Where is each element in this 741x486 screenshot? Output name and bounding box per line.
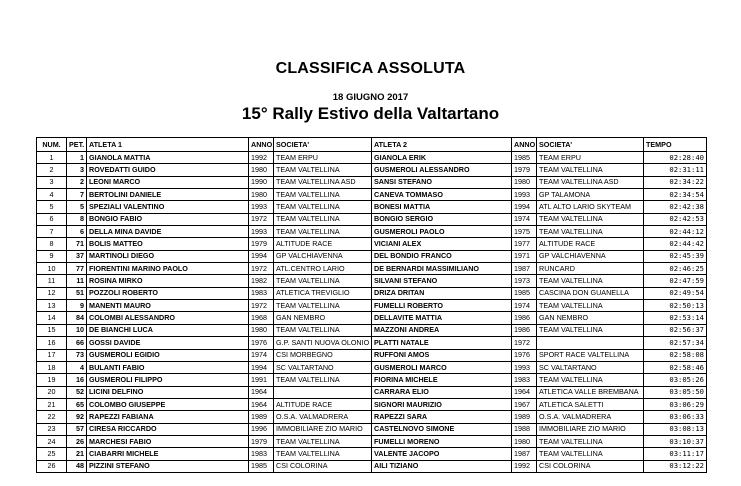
year-2-cell: 1986 <box>512 312 537 324</box>
bib-cell: 16 <box>67 374 87 386</box>
bib-cell: 8 <box>67 213 87 225</box>
table-row <box>37 213 707 225</box>
place-cell: 15 <box>37 324 67 336</box>
society-1-cell: O.S.A. VALMADRERA <box>274 411 372 423</box>
athlete-2-cell: FUMELLI MORENO <box>372 435 512 447</box>
bib-cell: 73 <box>67 349 87 361</box>
society-2-cell: TEAM VALTELLINA <box>537 324 644 336</box>
bib-cell: 7 <box>67 189 87 201</box>
society-2-cell: SPORT RACE VALTELLINA <box>537 349 644 361</box>
athlete-2-cell: SIGNORI MAURIZIO <box>372 398 512 410</box>
year-1-cell: 1996 <box>249 423 274 435</box>
athlete-2-cell: GUSMEROLI MARCO <box>372 361 512 373</box>
athlete-1-cell: BOLIS MATTEO <box>87 238 249 250</box>
society-1-cell: SC VALTARTANO <box>274 361 372 373</box>
col-society-2-header: SOCIETA' <box>537 138 644 152</box>
athlete-1-cell: FIORENTINI MARINO PAOLO <box>87 263 249 275</box>
year-1-cell: 1994 <box>249 250 274 262</box>
society-1-cell: TEAM VALTELLINA <box>274 275 372 287</box>
athlete-1-cell: MARTINOLI DIEGO <box>87 250 249 262</box>
athlete-2-cell: AILI TIZIANO <box>372 460 512 472</box>
athlete-1-cell: RAPEZZI FABIANA <box>87 411 249 423</box>
year-2-cell: 1977 <box>512 238 537 250</box>
society-1-cell: TEAM VALTELLINA <box>274 374 372 386</box>
athlete-2-cell: CASTELNOVO SIMONE <box>372 423 512 435</box>
place-cell: 1 <box>37 152 67 164</box>
bib-cell: 66 <box>67 337 87 349</box>
athlete-2-cell: DE BERNARDI MASSIMILIANO <box>372 263 512 275</box>
society-2-cell <box>537 337 644 349</box>
year-1-cell: 1983 <box>249 448 274 460</box>
society-1-cell: TEAM VALTELLINA <box>274 324 372 336</box>
col-athlete-1-header: ATLETA 1 <box>87 138 249 152</box>
society-1-cell: TEAM VALTELLINA <box>274 164 372 176</box>
time-cell: 03:06:33 <box>644 411 707 423</box>
year-2-cell: 1964 <box>512 386 537 398</box>
col-time-header: TEMPO <box>644 138 707 152</box>
year-1-cell: 1990 <box>249 176 274 188</box>
society-1-cell: CSI MORBEGNO <box>274 349 372 361</box>
place-cell: 24 <box>37 435 67 447</box>
bib-cell: 84 <box>67 312 87 324</box>
athlete-1-cell: COLOMBI ALESSANDRO <box>87 312 249 324</box>
society-2-cell: GAN NEMBRO <box>537 312 644 324</box>
athlete-2-cell: CARRARA ELIO <box>372 386 512 398</box>
athlete-1-cell: GUSMEROLI EGIDIO <box>87 349 249 361</box>
society-1-cell: TEAM VALTELLINA <box>274 226 372 238</box>
year-2-cell: 1974 <box>512 213 537 225</box>
col-pet-header: PET. <box>67 138 87 152</box>
time-cell: 03:12:22 <box>644 460 707 472</box>
table-row <box>37 238 707 250</box>
bib-cell: 5 <box>67 201 87 213</box>
society-1-cell: TEAM ERPU <box>274 152 372 164</box>
time-cell: 03:08:13 <box>644 423 707 435</box>
bib-cell: 71 <box>67 238 87 250</box>
col-year-1-header: ANNO <box>249 138 274 152</box>
time-cell: 02:50:13 <box>644 300 707 312</box>
event-date: 18 GIUGNO 2017 <box>332 92 409 103</box>
time-cell: 02:46:25 <box>644 263 707 275</box>
table-row <box>37 164 707 176</box>
year-2-cell: 1986 <box>512 324 537 336</box>
place-cell: 19 <box>37 374 67 386</box>
col-year-2-header: ANNO <box>512 138 537 152</box>
col-num-header: NUM. <box>37 138 67 152</box>
society-2-cell: ATLETICA SALETTI <box>537 398 644 410</box>
event-title: 15° Rally Estivo della Valtartano <box>241 104 500 123</box>
society-2-cell: TEAM VALTELLINA <box>537 448 644 460</box>
time-cell: 03:11:17 <box>644 448 707 460</box>
year-2-cell: 1976 <box>512 349 537 361</box>
society-2-cell: SC VALTARTANO <box>537 361 644 373</box>
athlete-2-cell: RUFFONI AMOS <box>372 349 512 361</box>
place-cell: 17 <box>37 349 67 361</box>
year-1-cell: 1989 <box>249 411 274 423</box>
society-2-cell: TEAM ERPU <box>537 152 644 164</box>
athlete-2-cell: BONGIO SERGIO <box>372 213 512 225</box>
society-2-cell: CASCINA DON GUANELLA <box>537 287 644 299</box>
society-1-cell: ALTITUDE RACE <box>274 238 372 250</box>
time-cell: 02:28:40 <box>644 152 707 164</box>
society-1-cell: TEAM VALTELLINA <box>274 189 372 201</box>
athlete-2-cell: RAPEZZI SARA <box>372 411 512 423</box>
year-1-cell: 1974 <box>249 349 274 361</box>
table-row <box>37 324 707 336</box>
year-2-cell: 1971 <box>512 250 537 262</box>
athlete-1-cell: ROVEDATTI GUIDO <box>87 164 249 176</box>
year-2-cell: 1987 <box>512 263 537 275</box>
athlete-2-cell: SANSI STEFANO <box>372 176 512 188</box>
place-cell: 12 <box>37 287 67 299</box>
year-1-cell: 1983 <box>249 287 274 299</box>
place-cell: 21 <box>37 398 67 410</box>
bib-cell: 10 <box>67 324 87 336</box>
bib-cell: 6 <box>67 226 87 238</box>
society-2-cell: RUNCARD <box>537 263 644 275</box>
society-2-cell: ATLETICA VALLE BREMBANA <box>537 386 644 398</box>
society-1-cell: CSI COLORINA <box>274 460 372 472</box>
time-cell: 02:53:14 <box>644 312 707 324</box>
year-2-cell: 1993 <box>512 361 537 373</box>
year-2-cell: 1974 <box>512 300 537 312</box>
society-2-cell: TEAM VALTELLINA <box>537 275 644 287</box>
society-2-cell: TEAM VALTELLINA <box>537 300 644 312</box>
year-2-cell: 1985 <box>512 152 537 164</box>
athlete-2-cell: FUMELLI ROBERTO <box>372 300 512 312</box>
table-row <box>37 263 707 275</box>
place-cell: 9 <box>37 250 67 262</box>
time-cell: 02:45:39 <box>644 250 707 262</box>
time-cell: 03:06:29 <box>644 398 707 410</box>
year-2-cell: 1980 <box>512 435 537 447</box>
society-2-cell: TEAM VALTELLINA <box>537 435 644 447</box>
place-cell: 20 <box>37 386 67 398</box>
society-2-cell: TEAM VALTELLINA <box>537 226 644 238</box>
bib-cell: 37 <box>67 250 87 262</box>
year-1-cell: 1980 <box>249 164 274 176</box>
time-cell: 02:34:54 <box>644 189 707 201</box>
year-2-cell: 1975 <box>512 226 537 238</box>
society-1-cell: GAN NEMBRO <box>274 312 372 324</box>
athlete-1-cell: BERTOLINI DANIELE <box>87 189 249 201</box>
table-row <box>37 361 707 373</box>
athlete-1-cell: GOSSI DAVIDE <box>87 337 249 349</box>
society-1-cell: G.P. SANTI NUOVA OLONIO <box>274 337 372 349</box>
time-cell: 02:57:34 <box>644 337 707 349</box>
society-1-cell: ALTITUDE RACE <box>274 398 372 410</box>
athlete-1-cell: DELLA MINA DAVIDE <box>87 226 249 238</box>
time-cell: 02:44:42 <box>644 238 707 250</box>
society-1-cell: TEAM VALTELLINA <box>274 448 372 460</box>
place-cell: 6 <box>37 213 67 225</box>
col-society-1-header: SOCIETA' <box>274 138 372 152</box>
time-cell: 03:10:37 <box>644 435 707 447</box>
bib-cell: 3 <box>67 164 87 176</box>
table-row <box>37 312 707 324</box>
bib-cell: 52 <box>67 386 87 398</box>
society-2-cell: TEAM VALTELLINA <box>537 374 644 386</box>
place-cell: 4 <box>37 189 67 201</box>
time-cell: 02:34:22 <box>644 176 707 188</box>
athlete-2-cell: FIORINA MICHELE <box>372 374 512 386</box>
athlete-1-cell: COLOMBO GIUSEPPE <box>87 398 249 410</box>
table-row <box>37 386 707 398</box>
place-cell: 2 <box>37 164 67 176</box>
athlete-1-cell: SPEZIALI VALENTINO <box>87 201 249 213</box>
bib-cell: 9 <box>67 300 87 312</box>
society-2-cell: O.S.A. VALMADRERA <box>537 411 644 423</box>
table-row <box>37 275 707 287</box>
year-2-cell: 1993 <box>512 189 537 201</box>
bib-cell: 92 <box>67 411 87 423</box>
year-1-cell: 1980 <box>249 324 274 336</box>
bib-cell: 21 <box>67 448 87 460</box>
place-cell: 14 <box>37 312 67 324</box>
time-cell: 03:05:50 <box>644 386 707 398</box>
athlete-1-cell: LEONI MARCO <box>87 176 249 188</box>
table-row <box>37 189 707 201</box>
athlete-2-cell: DRIZA DRITAN <box>372 287 512 299</box>
society-2-cell: TEAM VALTELLINA <box>537 164 644 176</box>
athlete-1-cell: CIABARRI MICHELE <box>87 448 249 460</box>
results-table <box>36 137 707 473</box>
time-cell: 02:58:08 <box>644 349 707 361</box>
page-title: CLASSIFICA ASSOLUTA <box>275 60 466 77</box>
table-row <box>37 423 707 435</box>
time-cell: 02:31:11 <box>644 164 707 176</box>
col-athlete-2-header: ATLETA 2 <box>372 138 512 152</box>
year-1-cell: 1991 <box>249 374 274 386</box>
place-cell: 3 <box>37 176 67 188</box>
athlete-2-cell: PLATTI NATALE <box>372 337 512 349</box>
athlete-2-cell: CANEVA TOMMASO <box>372 189 512 201</box>
society-2-cell: CSI COLORINA <box>537 460 644 472</box>
bib-cell: 77 <box>67 263 87 275</box>
table-row <box>37 448 707 460</box>
table-row <box>37 460 707 472</box>
athlete-1-cell: POZZOLI ROBERTO <box>87 287 249 299</box>
bib-cell: 48 <box>67 460 87 472</box>
athlete-2-cell: VICIANI ALEX <box>372 238 512 250</box>
year-1-cell: 1979 <box>249 238 274 250</box>
year-1-cell: 1980 <box>249 189 274 201</box>
society-2-cell: GP TALAMONA <box>537 189 644 201</box>
year-2-cell: 1967 <box>512 398 537 410</box>
year-1-cell: 1992 <box>249 152 274 164</box>
place-cell: 8 <box>37 238 67 250</box>
society-2-cell: GP VALCHIAVENNA <box>537 250 644 262</box>
place-cell: 22 <box>37 411 67 423</box>
bib-cell: 4 <box>67 361 87 373</box>
year-1-cell: 1972 <box>249 300 274 312</box>
place-cell: 10 <box>37 263 67 275</box>
society-2-cell: TEAM VALTELLINA <box>537 213 644 225</box>
time-cell: 02:56:37 <box>644 324 707 336</box>
society-2-cell: IMMOBILIARE ZIO MARIO <box>537 423 644 435</box>
year-1-cell: 1994 <box>249 361 274 373</box>
society-1-cell: IMMOBILIARE ZIO MARIO <box>274 423 372 435</box>
society-2-cell: ATL ALTO LARIO SKYTEAM <box>537 201 644 213</box>
year-2-cell: 1987 <box>512 448 537 460</box>
place-cell: 16 <box>37 337 67 349</box>
table-row <box>37 435 707 447</box>
table-row <box>37 287 707 299</box>
place-cell: 26 <box>37 460 67 472</box>
year-2-cell: 1988 <box>512 423 537 435</box>
time-cell: 03:05:26 <box>644 374 707 386</box>
bib-cell: 26 <box>67 435 87 447</box>
time-cell: 02:44:12 <box>644 226 707 238</box>
time-cell: 02:47:59 <box>644 275 707 287</box>
place-cell: 7 <box>37 226 67 238</box>
table-row <box>37 337 707 349</box>
athlete-2-cell: GUSMEROLI PAOLO <box>372 226 512 238</box>
athlete-1-cell: BONGIO FABIO <box>87 213 249 225</box>
bib-cell: 57 <box>67 423 87 435</box>
athlete-1-cell: MANENTI MAURO <box>87 300 249 312</box>
time-cell: 02:42:53 <box>644 213 707 225</box>
society-1-cell: TEAM VALTELLINA <box>274 435 372 447</box>
athlete-1-cell: PIZZINI STEFANO <box>87 460 249 472</box>
bib-cell: 65 <box>67 398 87 410</box>
year-1-cell: 1964 <box>249 398 274 410</box>
bib-cell: 11 <box>67 275 87 287</box>
results-body <box>37 152 707 473</box>
athlete-1-cell: LICINI DELFINO <box>87 386 249 398</box>
time-cell: 02:58:46 <box>644 361 707 373</box>
year-1-cell: 1972 <box>249 213 274 225</box>
time-cell: 02:42:38 <box>644 201 707 213</box>
bib-cell: 51 <box>67 287 87 299</box>
year-1-cell: 1972 <box>249 263 274 275</box>
athlete-2-cell: GIANOLA ERIK <box>372 152 512 164</box>
place-cell: 25 <box>37 448 67 460</box>
year-1-cell: 1982 <box>249 275 274 287</box>
bib-cell: 2 <box>67 176 87 188</box>
year-1-cell: 1976 <box>249 337 274 349</box>
place-cell: 13 <box>37 300 67 312</box>
society-2-cell: ALTITUDE RACE <box>537 238 644 250</box>
table-row <box>37 250 707 262</box>
athlete-1-cell: GIANOLA MATTIA <box>87 152 249 164</box>
athlete-1-cell: DE BIANCHI LUCA <box>87 324 249 336</box>
society-1-cell: TEAM VALTELLINA <box>274 300 372 312</box>
table-row <box>37 152 707 164</box>
time-cell: 02:49:54 <box>644 287 707 299</box>
year-2-cell: 1994 <box>512 201 537 213</box>
year-1-cell: 1993 <box>249 226 274 238</box>
bib-cell: 1 <box>67 152 87 164</box>
athlete-2-cell: MAZZONI ANDREA <box>372 324 512 336</box>
year-2-cell: 1989 <box>512 411 537 423</box>
year-2-cell: 1980 <box>512 176 537 188</box>
table-row <box>37 201 707 213</box>
place-cell: 5 <box>37 201 67 213</box>
year-2-cell: 1973 <box>512 275 537 287</box>
society-1-cell: TEAM VALTELLINA ASD <box>274 176 372 188</box>
athlete-1-cell: CIRESA RICCARDO <box>87 423 249 435</box>
year-2-cell: 1972 <box>512 337 537 349</box>
table-row <box>37 398 707 410</box>
athlete-2-cell: BONESI MATTIA <box>372 201 512 213</box>
society-1-cell: TEAM VALTELLINA <box>274 213 372 225</box>
athlete-1-cell: GUSMEROLI FILIPPO <box>87 374 249 386</box>
athlete-2-cell: GUSMEROLI ALESSANDRO <box>372 164 512 176</box>
athlete-2-cell: SILVANI STEFANO <box>372 275 512 287</box>
year-1-cell: 1979 <box>249 435 274 447</box>
athlete-2-cell: DEL BONDIO FRANCO <box>372 250 512 262</box>
table-row <box>37 176 707 188</box>
society-1-cell <box>274 386 372 398</box>
place-cell: 11 <box>37 275 67 287</box>
athlete-1-cell: ROSINA MIRKO <box>87 275 249 287</box>
table-row <box>37 411 707 423</box>
year-1-cell: 1985 <box>249 460 274 472</box>
place-cell: 23 <box>37 423 67 435</box>
athlete-1-cell: BULANTI FABIO <box>87 361 249 373</box>
table-row <box>37 226 707 238</box>
society-1-cell: TEAM VALTELLINA <box>274 201 372 213</box>
year-1-cell: 1993 <box>249 201 274 213</box>
society-1-cell: GP VALCHIAVENNA <box>274 250 372 262</box>
year-1-cell: 1968 <box>249 312 274 324</box>
society-1-cell: ATLETICA TREVIGLIO <box>274 287 372 299</box>
place-cell: 18 <box>37 361 67 373</box>
header-row <box>37 138 707 152</box>
year-2-cell: 1985 <box>512 287 537 299</box>
table-row <box>37 349 707 361</box>
table-row <box>37 300 707 312</box>
athlete-2-cell: VALENTE JACOPO <box>372 448 512 460</box>
year-2-cell: 1983 <box>512 374 537 386</box>
year-2-cell: 1992 <box>512 460 537 472</box>
table-row <box>37 374 707 386</box>
athlete-2-cell: DELLAVITE MATTIA <box>372 312 512 324</box>
year-2-cell: 1979 <box>512 164 537 176</box>
year-1-cell: 1964 <box>249 386 274 398</box>
society-1-cell: ATL.CENTRO LARIO <box>274 263 372 275</box>
athlete-1-cell: MARCHESI FABIO <box>87 435 249 447</box>
society-2-cell: TEAM VALTELLINA ASD <box>537 176 644 188</box>
